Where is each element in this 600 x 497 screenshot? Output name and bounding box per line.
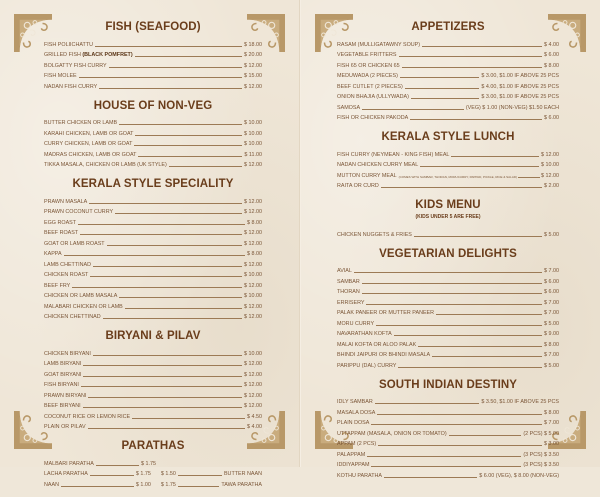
item-price: $ 8.00 <box>544 62 559 69</box>
menu-item: BHINDI JAIPURI OR BHINDI MASALA $ 7.00 <box>337 352 559 358</box>
item-price: $ 3.50, $1.00 IF ABOVE 25 PCS <box>481 399 559 405</box>
item-price: $ 3.00 <box>544 441 559 447</box>
item-price: (2 PCS) $ 5.00 <box>523 430 559 437</box>
section-south-indian-destiny <box>337 378 559 479</box>
menu-item: GRILLED FISH (BLACK POMFRET) $ 20.00 <box>44 52 262 58</box>
menu-item: FISH OR CHICKEN PAKODA $ 6.00 <box>337 115 559 121</box>
item-note: (COMES WITH SAMBAR, THORAN, MORUCURRY, PAPPAD, PICKLE, RICE & SALAD) <box>398 174 518 179</box>
menu-item: MEDUWADA (2 PIECES) $ 3.00, $1.00 IF ABOVE 25 PCS <box>337 73 559 79</box>
item-price: $ 15.00 <box>244 73 262 79</box>
item-price: (3 PCS) $ 3.50 <box>523 451 559 458</box>
item-price: $ 8.00 <box>544 409 559 416</box>
menu-item: PLAIN OR PILAV $ 4.00 <box>44 424 262 430</box>
item-price: $ 6.00 <box>544 115 559 121</box>
item-price: $ 5.00 <box>544 320 559 327</box>
section-title: HOUSE OF NON-VEG <box>93 99 213 112</box>
section-subtitle: (KIDS UNDER 5 ARE FREE) <box>415 214 481 220</box>
menu-item: KOTHU PARATHA $ 6.00 (VEG), $ 8.00 (NON-VEG) <box>337 472 559 479</box>
menu-item: CHICKEN ROAST $ 10.00 <box>44 272 262 278</box>
item-price: $ 1.75 <box>135 471 151 477</box>
menu-item: KARAHI CHICKEN, LAMB OR GOAT $ 10.00 <box>44 130 262 137</box>
menu-item: PARIPPU (DAL) CURRY $ 5.00 <box>337 362 559 369</box>
menu-item: PLAIN DOSA $ 7.00 <box>337 420 559 426</box>
item-price: $ 7.00 <box>544 420 559 426</box>
item-price: $ 4.00 <box>247 424 262 430</box>
menu-item: CURRY CHICKEN, LAMB OR GOAT $ 10.00 <box>44 141 262 147</box>
item-price: $ 10.00 <box>541 162 559 168</box>
section-title: PARATHAS <box>121 440 185 452</box>
item-price: $ 7.00 <box>544 268 559 274</box>
menu-item: PRAWN COCONUT CURRY $ 12.00 <box>44 209 262 215</box>
menu-item: PALAPPAM (3 PCS) $ 3.50 <box>337 451 559 458</box>
menu-item: SAMBAR $ 6.00 <box>337 278 559 285</box>
menu-item: CHICKEN CHETTINAD $ 12.00 <box>44 314 262 320</box>
menu-item: ONION BHAJIA (ULLYWADA) $ 3.00, $1.00 IF ABOVE 25 PCS <box>337 94 559 100</box>
menu-item: MALABARI CHICKEN OR LAMB $ 12.00 <box>44 303 262 310</box>
item-price: $ 6.00 <box>544 52 559 58</box>
item-price: $ 4.50 <box>247 413 262 420</box>
item-price: $ 6.00 <box>544 278 559 285</box>
menu-item: EGG ROAST $ 8.00 <box>44 219 262 226</box>
menu-item: NAVARATHAN KOFTA $ 9.00 <box>337 331 559 337</box>
menu-page-right <box>300 0 600 479</box>
menu-item: TIKKA MASALA, CHICKEN OR LAMB (UK STYLE) $ 12.00 <box>44 162 262 168</box>
section-biryani-pilav <box>44 329 262 430</box>
item-price: $ 1.75 <box>160 481 176 488</box>
item-price: $ 12.00 <box>244 240 262 247</box>
menu-item: FISH MOLEE $ 15.00 <box>44 73 262 79</box>
item-price: $ 12.00 <box>244 261 262 268</box>
item-price: $ 10.00 <box>244 272 262 278</box>
menu-item: MUTTON CURRY MEAL (COMES WITH SAMBAR, THORAN, MORUCURRY, PAPPAD, PICKLE, RICE & SALAD) $ 12.00 <box>337 172 559 179</box>
item-price: $ 12.00 <box>244 162 262 168</box>
item-price: $ 7.00 <box>544 352 559 358</box>
menu-item: CHICKEN OR LAMB MASALA $ 10.00 <box>44 293 262 299</box>
menu-item: LACHA PARATHA $ 1.75 $ 1.50 BUTTER NAAN <box>44 471 262 477</box>
section-title: APPETIZERS <box>411 21 485 33</box>
item-price: $ 5.00 <box>544 362 559 369</box>
menu-item: BEEF ROAST $ 12.00 <box>44 230 262 236</box>
menu-item: IDLY SAMBAR $ 3.50, $1.00 IF ABOVE 25 PCS <box>337 399 559 405</box>
menu-item: IDDIYAPPAM (3 PCS) $ 3.50 <box>337 462 559 468</box>
section-vegetarian-delights <box>337 247 559 369</box>
item-price: $ 12.00 <box>244 209 262 215</box>
menu-item: UTTAPPAM (MASALA, ONION OR TOMATO) (2 PCS) $ 5.00 <box>337 430 559 437</box>
menu-item: FISH BIRYANI $ 12.00 <box>44 382 262 388</box>
menu-item: NAAN $ 1.00 $ 1.75 TAWA PARATHA <box>44 481 262 488</box>
item-price: $ 5.00 <box>544 231 559 238</box>
section-kids-menu <box>337 198 559 238</box>
menu-item: PALAK PANEER OR MUTTER PANEER $ 7.00 <box>337 310 559 316</box>
item-price: $ 12.00 <box>244 403 262 409</box>
menu-item: SAMOSA (VEG) $ 1.00 (NON-VEG) $1.50 EACH <box>337 104 559 111</box>
menu-item: FISH 65 OR CHICKEN 65 $ 8.00 <box>337 62 559 69</box>
item-price: $ 12.00 <box>541 172 559 179</box>
section-title: KERALA STYLE LUNCH <box>381 131 515 143</box>
menu-item: AVIAL $ 7.00 <box>337 268 559 274</box>
menu-item: BOLGATTY FISH CURRY $ 12.00 <box>44 62 262 69</box>
menu-item: MALBARI PARATHA $ 1.75 <box>44 460 156 467</box>
menu-item: LAMB CHETTINAD $ 12.00 <box>44 261 262 268</box>
item-price: $ 3.00, $1.00 IF ABOVE 25 PCS <box>481 73 559 79</box>
section-title: SOUTH INDIAN DESTINY <box>378 378 518 391</box>
section-title: KERALA STYLE SPECIALITY <box>72 178 234 190</box>
section-parathas <box>44 439 262 488</box>
item-price: (VEG) $ 1.00 (NON-VEG) $1.50 EACH <box>465 104 559 111</box>
menu-item: GOAT OR LAMB ROAST $ 12.00 <box>44 240 262 247</box>
menu-item: MADRAS CHICKEN, LAMB OR GOAT $ 11.00 <box>44 151 262 158</box>
item-price: $ 8.00 <box>544 341 559 348</box>
section-fish-seafood <box>44 20 262 90</box>
menu-item: FISH POLIICHATTU $ 18.00 <box>44 41 262 48</box>
item-price: $ 12.00 <box>244 314 262 320</box>
item-price: $ 10.00 <box>244 130 262 137</box>
section-title: FISH (SEAFOOD) <box>105 21 201 33</box>
item-price: $ 12.00 <box>244 282 262 289</box>
menu-item: ERRISERY $ 7.00 <box>337 299 559 306</box>
menu-item: THORAN $ 6.00 <box>337 289 559 295</box>
item-price: $ 12.00 <box>244 392 262 399</box>
item-price: $ 18.00 <box>244 41 262 48</box>
item-price: $ 12.00 <box>244 198 262 205</box>
menu-item: CHICKEN BIRYANI $ 10.00 <box>44 350 262 357</box>
item-price: $ 10.00 <box>244 293 262 299</box>
item-price: $ 4.00, $1.00 IF ABOVE 25 PCS <box>481 83 559 90</box>
section-house-of-non-veg <box>44 99 262 169</box>
menu-item: KAPPA $ 8.00 <box>44 251 262 257</box>
menu-item: BUTTER CHICKEN OR LAMB $ 10.00 <box>44 120 262 126</box>
item-price: $ 12.00 <box>244 230 262 236</box>
menu-item: LAMB BIRYANI $ 12.00 <box>44 361 262 367</box>
item-price: $ 8.00 <box>247 219 262 226</box>
menu-item: BEEF CUTLET (2 PIECES) $ 4.00, $1.00 IF ABOVE 25 PCS <box>337 83 559 90</box>
menu-item: PRAWN BIRYANI $ 12.00 <box>44 392 262 399</box>
section-title: VEGETARIAN DELIGHTS <box>379 247 517 260</box>
menu-item: APPAM (2 PCS) $ 3.00 <box>337 441 559 447</box>
section-title: BIRYANI & PILAV <box>105 330 201 342</box>
menu-page-left <box>0 0 300 488</box>
item-price: $ 12.00 <box>244 62 262 69</box>
menu-item: RASAM (MULLIGATAWNY SOUP) $ 4.00 <box>337 41 559 48</box>
menu-item: CHICKEN NUGGETS & FRIES $ 5.00 <box>337 231 559 238</box>
item-price: $ 1.50 <box>160 471 176 477</box>
item-price: $ 1.75 <box>141 460 156 467</box>
item-price: $ 12.00 <box>244 83 262 90</box>
menu-item: BEEF BIRYANI $ 12.00 <box>44 403 262 409</box>
section-kerala-style-speciality <box>44 177 262 320</box>
menu-item: FISH CURRY (NEYMEAN - KING FISH) MEAL $ 12.00 <box>337 151 559 158</box>
menu-item: NADAN FISH CURRY $ 12.00 <box>44 83 262 90</box>
item-price: $ 12.00 <box>541 151 559 158</box>
item-price: $ 9.00 <box>544 331 559 337</box>
item-price: $ 10.00 <box>244 120 262 126</box>
item-price: (3 PCS) $ 3.50 <box>523 462 559 468</box>
item-price: $ 6.00 (VEG), $ 8.00 (NON-VEG) <box>479 472 559 479</box>
item-price: $ 12.00 <box>244 382 262 388</box>
item-price: $ 7.00 <box>544 310 559 316</box>
item-price: $ 8.00 <box>247 251 262 257</box>
item-price: $ 3.00, $1.00 IF ABOVE 25 PCS <box>481 94 559 100</box>
section-appetizers <box>337 20 559 121</box>
item-price: $ 12.00 <box>244 303 262 310</box>
menu-item: GOAT BIRYANI $ 12.00 <box>44 371 262 378</box>
item-price: $ 4.00 <box>544 41 559 48</box>
item-price: $ 6.00 <box>544 289 559 295</box>
item-price: $ 11.00 <box>244 151 262 158</box>
menu-item: MORU CURRY $ 5.00 <box>337 320 559 327</box>
section-title: KIDS MENU <box>415 199 481 211</box>
menu-item: VEGETABLE FRITTERS $ 6.00 <box>337 52 559 58</box>
item-price: $ 20.00 <box>244 52 262 58</box>
item-price: $ 10.00 <box>244 350 262 357</box>
menu-item: NADAN CHICKEN CURRY MEAL $ 10.00 <box>337 162 559 168</box>
item-price: $ 2.00 <box>544 183 559 189</box>
menu-item: MASALA DOSA $ 8.00 <box>337 409 559 416</box>
item-price: $ 10.00 <box>244 141 262 147</box>
menu-item: RAITA OR CURD $ 2.00 <box>337 183 559 189</box>
item-price: $ 1.00 <box>135 481 151 488</box>
section-kerala-style-lunch <box>337 130 559 189</box>
item-price: $ 12.00 <box>244 361 262 367</box>
menu-item: PRAWN MASALA $ 12.00 <box>44 198 262 205</box>
item-price: $ 7.00 <box>544 299 559 306</box>
menu-item: MALAI KOFTA OR ALOO PALAK $ 8.00 <box>337 341 559 348</box>
item-price: $ 12.00 <box>244 371 262 378</box>
menu-item: COCONUT RICE OR LEMON RICE $ 4.50 <box>44 413 262 420</box>
menu-item: BEEF FRY $ 12.00 <box>44 282 262 289</box>
